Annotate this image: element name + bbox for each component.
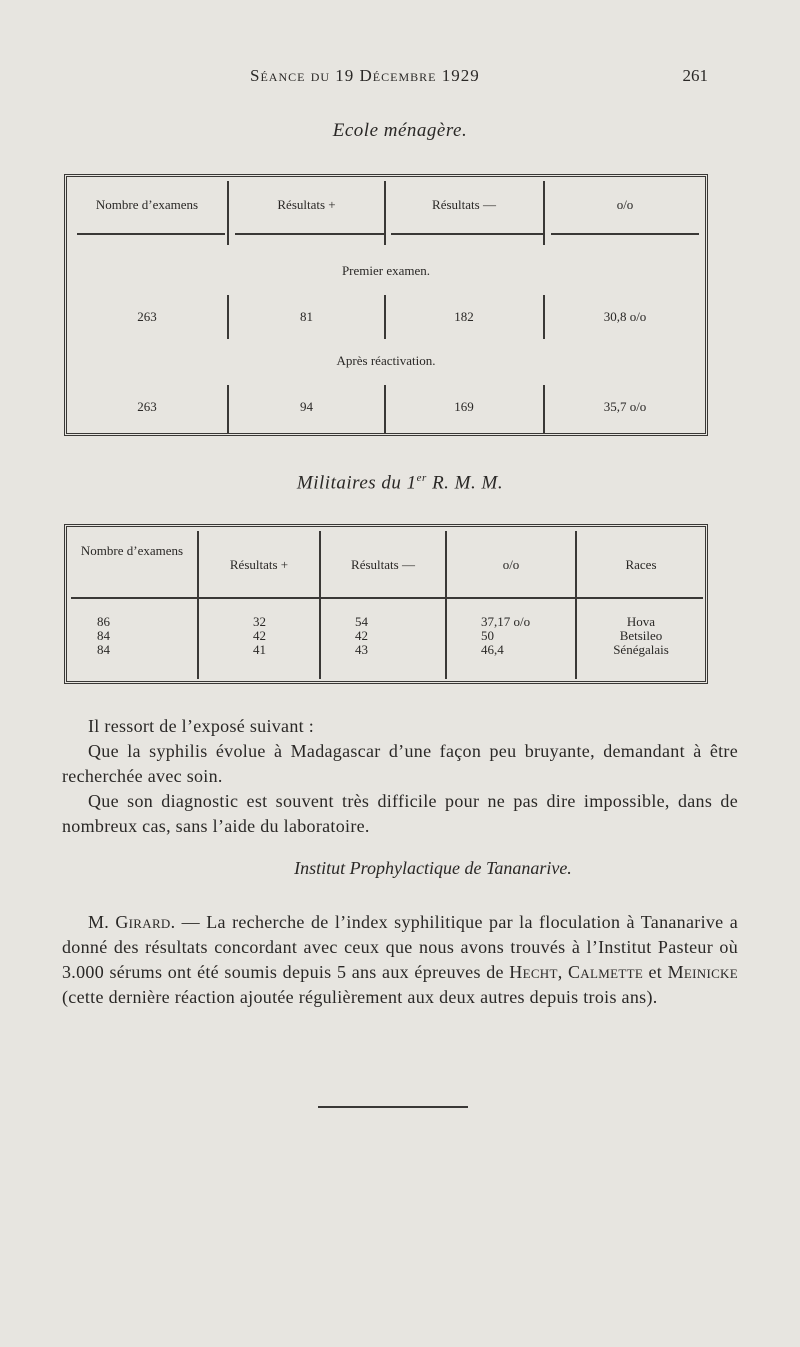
separator-text: et <box>643 962 668 982</box>
table2-cell: 43 <box>355 642 368 657</box>
discussion-text: (cette dernière réaction ajoutée régulièrement aux deux autres depuis trois ans). <box>62 987 658 1007</box>
table1 <box>64 174 708 436</box>
table1-cell: 81 <box>300 309 313 324</box>
table2-cell: 46,4 <box>481 642 504 657</box>
institute-signature: Institut Prophylactique de Tananarive. <box>294 858 572 878</box>
table2-cell: 86 <box>97 614 110 629</box>
table2-divider <box>319 531 321 679</box>
table1-section-label: Après réactivation. <box>336 353 436 368</box>
table2-header-races: Races <box>625 557 657 572</box>
body-text-block <box>62 714 738 839</box>
author-name: Hecht <box>509 962 558 982</box>
table2-cell: Hova <box>626 614 656 629</box>
table2-caption-main: Militaires du 1 <box>296 472 417 494</box>
separator-text: , <box>557 962 568 982</box>
table2-divider <box>197 531 199 679</box>
table2-caption-end: R. M. M. <box>426 472 504 494</box>
table1-header-rule <box>391 233 543 235</box>
table2-cell: 42 <box>253 628 266 643</box>
table2-col-plus <box>253 615 303 657</box>
table2-cell: 84 <box>97 628 110 643</box>
table1-cell: 30,8 o/o <box>603 309 647 324</box>
table1-divider <box>543 181 545 245</box>
table1-caption: Ecole ménagère. <box>332 120 468 141</box>
table2-header-pct: o/o <box>502 557 520 572</box>
table1-cell: 182 <box>454 309 474 324</box>
table2-header-rule <box>71 597 703 599</box>
table1-header-pct: o/o <box>616 197 634 212</box>
running-head-title: Séance du 19 Décembre 1929 <box>250 66 480 85</box>
table2-cell: 50 <box>481 628 494 643</box>
table1-divider <box>384 181 386 245</box>
body-paragraph: Il ressort de l’exposé suivant : <box>88 716 315 736</box>
body-paragraph: Que son diagnostic est souvent très difficile pour ne pas dire impossible, dans de nombreux cas, sans l’aide du laboratoire. <box>62 791 738 836</box>
table1-divider <box>384 385 386 433</box>
body-paragraph: Que la syphilis évolue à Madagascar d’une façon peu bruyante, demandant à être recherchée avec soin. <box>62 741 738 786</box>
table1-divider <box>384 295 386 339</box>
section-end-rule <box>318 1106 468 1108</box>
table1-header-rule <box>551 233 699 235</box>
table1-cell: 35,7 o/o <box>603 399 647 414</box>
table1-divider <box>227 295 229 339</box>
discussion-paragraph <box>62 910 738 1010</box>
table1-divider <box>543 385 545 433</box>
table2-header-examens: Nombre d’examens <box>80 543 184 558</box>
table1-cell: 263 <box>137 399 157 414</box>
running-head <box>0 66 800 94</box>
author-name: Meinicke <box>667 962 738 982</box>
table1-section-label: Premier examen. <box>341 263 431 278</box>
table1-divider <box>227 181 229 245</box>
table1-divider <box>543 295 545 339</box>
discussion-block <box>62 910 738 1010</box>
table2-divider <box>445 531 447 679</box>
table2-cell: 37,17 o/o <box>481 614 531 629</box>
table2-caption-sup: er <box>416 472 427 484</box>
table2-col-races <box>577 615 705 657</box>
table1-divider <box>227 385 229 433</box>
table2-cell: 32 <box>253 614 266 629</box>
table1-header-rule <box>77 233 225 235</box>
table1-header-minus: Résultats — <box>432 197 496 212</box>
table1-cell: 169 <box>454 399 474 414</box>
table2 <box>64 524 708 684</box>
table1-header-rule <box>235 233 385 235</box>
discussion-text: — La recherche de l’index syphilitique par la floculation à Tananarive a donné des résultats concordant avec ceux que nous avons trouvés à l’Institut Pasteur où 3.000 sérums ont été soumis depuis 5 ans aux épreuves de <box>62 912 739 982</box>
table2-cell: 41 <box>253 642 266 657</box>
table2-col-pct <box>481 615 571 657</box>
table2-col-minus <box>355 615 405 657</box>
table2-cell: 84 <box>97 642 110 657</box>
table2-header-minus: Résultats — <box>351 557 415 572</box>
table1-header-examens: Nombre d’examens <box>95 197 199 212</box>
table2-cell: Sénégalais <box>613 642 669 657</box>
table1-cell: 94 <box>300 399 313 414</box>
page-number: 261 <box>682 66 708 85</box>
table2-cell: 42 <box>355 628 368 643</box>
table2-cell: 54 <box>355 614 368 629</box>
table1-cell: 263 <box>137 309 157 324</box>
table1-header-plus: Résultats + <box>277 197 336 212</box>
table2-header-plus: Résultats + <box>229 557 289 572</box>
author-name: Calmette <box>568 962 644 982</box>
table2-caption <box>0 472 800 494</box>
table2-col-examens <box>97 615 177 657</box>
table2-cell: Betsileo <box>619 628 663 643</box>
speaker-name: M. Girard. <box>88 912 176 932</box>
